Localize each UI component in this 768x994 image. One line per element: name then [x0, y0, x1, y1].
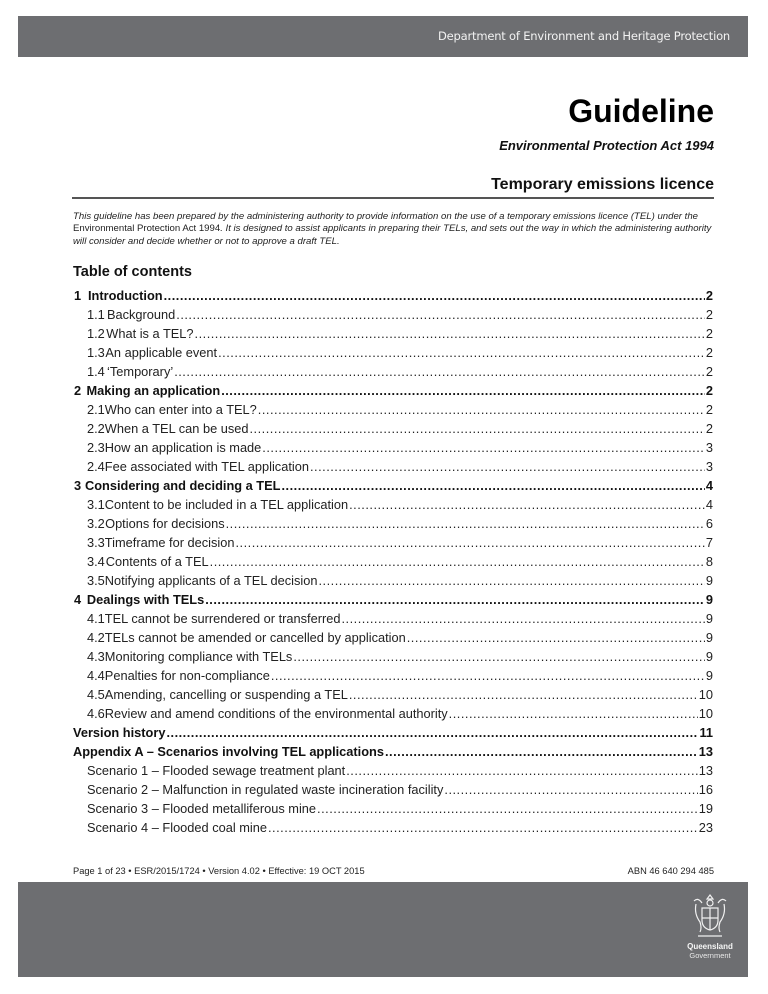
toc-dot-leader	[166, 723, 698, 742]
toc-entry-page: 2	[705, 345, 713, 360]
footer-document-info: Page 1 of 23 • ESR/2015/1724 • Version 4.02 • Effective: 19 OCT 2015	[73, 866, 365, 876]
toc-entry-number: 2.1	[87, 402, 105, 417]
toc-entry[interactable]	[73, 514, 713, 533]
toc-entry[interactable]	[73, 666, 713, 685]
toc-entry-number: 2.2	[87, 421, 105, 436]
toc-entry[interactable]	[73, 590, 713, 609]
toc-entry[interactable]	[73, 761, 713, 780]
header-band	[18, 16, 748, 57]
toc-entry-number: 4.2	[87, 630, 105, 645]
toc-entry-page: 9	[705, 611, 713, 626]
toc-entry-label[interactable]: Timeframe for decision	[104, 535, 235, 550]
toc-entry[interactable]	[73, 324, 713, 343]
toc-entry-label[interactable]: Scenario 3 – Flooded metalliferous mine	[87, 801, 317, 816]
toc-entry[interactable]	[73, 495, 713, 514]
toc-entry-page: 7	[705, 535, 713, 550]
toc-entry-label[interactable]: How an application is made	[104, 440, 262, 455]
toc-entry[interactable]	[73, 552, 713, 571]
title-divider	[72, 197, 714, 199]
toc-entry-number: 1.4	[87, 364, 105, 379]
footer-band	[18, 882, 748, 977]
toc-dot-leader	[195, 324, 705, 343]
toc-entry-label[interactable]: Penalties for non-compliance	[104, 668, 270, 683]
toc-entry-number: 3.4	[87, 554, 105, 569]
toc-entry-page: 19	[698, 801, 713, 816]
document-title: Temporary emissions licence	[491, 176, 714, 193]
toc-entry-page: 2	[705, 326, 713, 341]
toc-entry-number: 4.4	[87, 668, 105, 683]
toc-entry-number: 3.1	[87, 497, 105, 512]
toc-entry-label[interactable]: Who can enter into a TEL?	[104, 402, 257, 417]
toc-entry-page: 9	[705, 592, 713, 607]
toc-entry[interactable]	[73, 628, 713, 647]
logo-text-queensland: Queensland	[687, 942, 733, 951]
toc-dot-leader	[341, 609, 704, 628]
toc-entry-number: 1.1	[87, 307, 105, 322]
act-subtitle: Environmental Protection Act 1994	[499, 138, 714, 153]
toc-entry-page: 2	[705, 402, 713, 417]
toc-entry-number: 2.4	[87, 459, 105, 474]
toc-entry-label[interactable]: Dealings with TELs	[86, 592, 205, 607]
toc-entry-page: 10	[698, 687, 713, 702]
toc-entry-number: 4.5	[87, 687, 105, 702]
toc-entry[interactable]	[73, 742, 713, 761]
document-type-heading: Guideline	[568, 93, 714, 129]
toc-entry-label[interactable]: TELs cannot be amended or cancelled by application	[104, 630, 406, 645]
toc-entry-number: 3.5	[87, 573, 105, 588]
toc-entry-page: 9	[705, 668, 713, 683]
toc-entry-page: 13	[698, 763, 713, 778]
toc-entry[interactable]	[73, 343, 713, 362]
coat-of-arms-icon	[692, 892, 728, 940]
toc-entry[interactable]	[73, 647, 713, 666]
toc-entry[interactable]	[73, 818, 713, 837]
intro-paragraph	[73, 211, 718, 248]
toc-entry[interactable]	[73, 533, 713, 552]
toc-entry-page: 4	[705, 478, 713, 493]
toc-dot-leader	[221, 381, 705, 400]
toc-dot-leader	[449, 704, 698, 723]
toc-dot-leader	[268, 818, 698, 837]
toc-entry[interactable]	[73, 609, 713, 628]
toc-entry[interactable]	[73, 305, 713, 324]
toc-dot-leader	[258, 400, 705, 419]
toc-entry-label[interactable]: Scenario 2 – Malfunction in regulated waste incineration facility	[87, 782, 444, 797]
toc-entry[interactable]	[73, 286, 713, 305]
toc-entry-page: 4	[705, 497, 713, 512]
toc-dot-leader	[176, 305, 705, 324]
toc-entry[interactable]	[73, 685, 713, 704]
toc-entry[interactable]	[73, 571, 713, 590]
toc-entry-label[interactable]: ‘Temporary’	[107, 364, 174, 379]
toc-entry-page: 3	[705, 440, 713, 455]
toc-entry-page: 9	[705, 649, 713, 664]
toc-entry-number: 1	[74, 288, 82, 303]
toc-entry-number: 2.3	[87, 440, 105, 455]
toc-entry[interactable]	[73, 362, 713, 381]
toc-entry-label[interactable]: TEL cannot be surrendered or transferred	[104, 611, 341, 626]
toc-entry-label[interactable]: Considering and deciding a TEL	[84, 478, 281, 493]
toc-entry-page: 2	[705, 288, 713, 303]
toc-dot-leader	[271, 666, 705, 685]
toc-entry-page: 2	[705, 383, 713, 398]
toc-entry-label[interactable]: An applicable event	[105, 345, 218, 360]
toc-entry-number: 1.2	[87, 326, 105, 341]
toc-dot-leader	[346, 761, 698, 780]
toc-entry-page: 10	[698, 706, 713, 721]
toc-entry-label[interactable]: Scenario 1 – Flooded sewage treatment plant	[87, 763, 346, 778]
toc-entry-page: 2	[705, 421, 713, 436]
toc-entry[interactable]	[73, 476, 713, 495]
toc-entry-page: 6	[705, 516, 713, 531]
toc-entry-number: 4.3	[87, 649, 105, 664]
toc-entry-label[interactable]: Making an application	[86, 383, 221, 398]
toc-entry[interactable]	[73, 381, 713, 400]
toc-entry-label[interactable]: Options for decisions	[105, 516, 225, 531]
toc-entry-label[interactable]: When a TEL can be used	[104, 421, 249, 436]
toc-entry-label[interactable]: Background	[106, 307, 176, 322]
toc-entry-page: 16	[698, 782, 713, 797]
toc-entry-page: 2	[705, 307, 713, 322]
toc-entry-label[interactable]: What is a TEL?	[106, 326, 194, 341]
toc-dot-leader	[235, 533, 704, 552]
toc-entry[interactable]	[73, 438, 713, 457]
toc-dot-leader	[349, 685, 698, 704]
toc-dot-leader	[293, 647, 705, 666]
toc-entry[interactable]	[73, 457, 713, 476]
toc-dot-leader	[349, 495, 705, 514]
toc-dot-leader	[174, 362, 705, 381]
toc-dot-leader	[226, 514, 705, 533]
toc-dot-leader	[310, 457, 705, 476]
toc-dot-leader	[218, 343, 705, 362]
toc-entry-label[interactable]: Monitoring compliance with TELs	[104, 649, 293, 664]
toc-dot-leader	[205, 590, 705, 609]
toc-entry-label[interactable]: Fee associated with TEL application	[104, 459, 309, 474]
intro-text-1: This guideline has been prepared by the administering authority to provide information on the use of a temporary emissions licence (TEL) under the	[73, 211, 699, 222]
toc-entry-page: 9	[705, 630, 713, 645]
toc-entry-page: 3	[705, 459, 713, 474]
toc-entry-label[interactable]: Review and amend conditions of the environmental authority	[104, 706, 448, 721]
toc-entry-page: 9	[705, 573, 713, 588]
toc-entry[interactable]	[73, 419, 713, 438]
intro-act-name: Environmental Protection Act 1994	[73, 223, 221, 235]
toc-entry-page: 8	[705, 554, 713, 569]
toc-entry-label[interactable]: Appendix A – Scenarios involving TEL applications	[73, 744, 384, 759]
toc-entry-page: 23	[698, 820, 713, 835]
toc-heading: Table of contents	[73, 264, 192, 280]
toc-entry-number: 3.2	[87, 516, 105, 531]
toc-dot-leader	[281, 476, 704, 495]
toc-entry-label[interactable]: Notifying applicants of a TEL decision	[104, 573, 318, 588]
toc-dot-leader	[319, 571, 705, 590]
toc-entry-number: 4	[74, 592, 82, 607]
toc-entry-page: 13	[698, 744, 713, 759]
toc-dot-leader	[317, 799, 698, 818]
toc-dot-leader	[250, 419, 705, 438]
toc-entry[interactable]	[73, 723, 713, 742]
intro-text-2: . It is designed to assist applicants in preparing their TELs, and sets out the way in which the administering authority will consider and decide whether or not to approve a draft TEL.	[73, 223, 712, 247]
table-of-contents	[73, 286, 713, 837]
toc-entry-number: 4.6	[87, 706, 105, 721]
toc-dot-leader	[407, 628, 705, 647]
toc-entry-label[interactable]: Amending, cancelling or suspending a TEL	[104, 687, 348, 702]
toc-entry[interactable]	[73, 704, 713, 723]
toc-entry-number: 1.3	[87, 345, 105, 360]
toc-dot-leader	[385, 742, 698, 761]
toc-entry-page: 11	[699, 725, 713, 740]
toc-entry[interactable]	[73, 400, 713, 419]
toc-entry-label[interactable]: Contents of a TEL	[105, 554, 209, 569]
queensland-government-logo	[684, 892, 736, 964]
toc-entry-label[interactable]: Version history	[73, 725, 166, 740]
toc-entry-number: 3	[74, 478, 82, 493]
toc-entry[interactable]	[73, 799, 713, 818]
toc-entry-label[interactable]: Introduction	[87, 288, 163, 303]
toc-dot-leader	[210, 552, 705, 571]
toc-dot-leader	[444, 780, 697, 799]
toc-entry-label[interactable]: Scenario 4 – Flooded coal mine	[87, 820, 267, 835]
toc-dot-leader	[164, 286, 705, 305]
toc-entry-page: 2	[705, 364, 713, 379]
toc-entry-number: 2	[74, 383, 82, 398]
footer-abn: ABN 46 640 294 485	[627, 866, 714, 876]
toc-entry-label[interactable]: Content to be included in a TEL application	[104, 497, 349, 512]
toc-entry-number: 4.1	[87, 611, 105, 626]
toc-entry-number: 3.3	[87, 535, 105, 550]
logo-text-government: Government	[689, 951, 731, 960]
department-name: Department of Environment and Heritage Protection	[438, 29, 730, 43]
toc-entry[interactable]	[73, 780, 713, 799]
toc-dot-leader	[262, 438, 705, 457]
